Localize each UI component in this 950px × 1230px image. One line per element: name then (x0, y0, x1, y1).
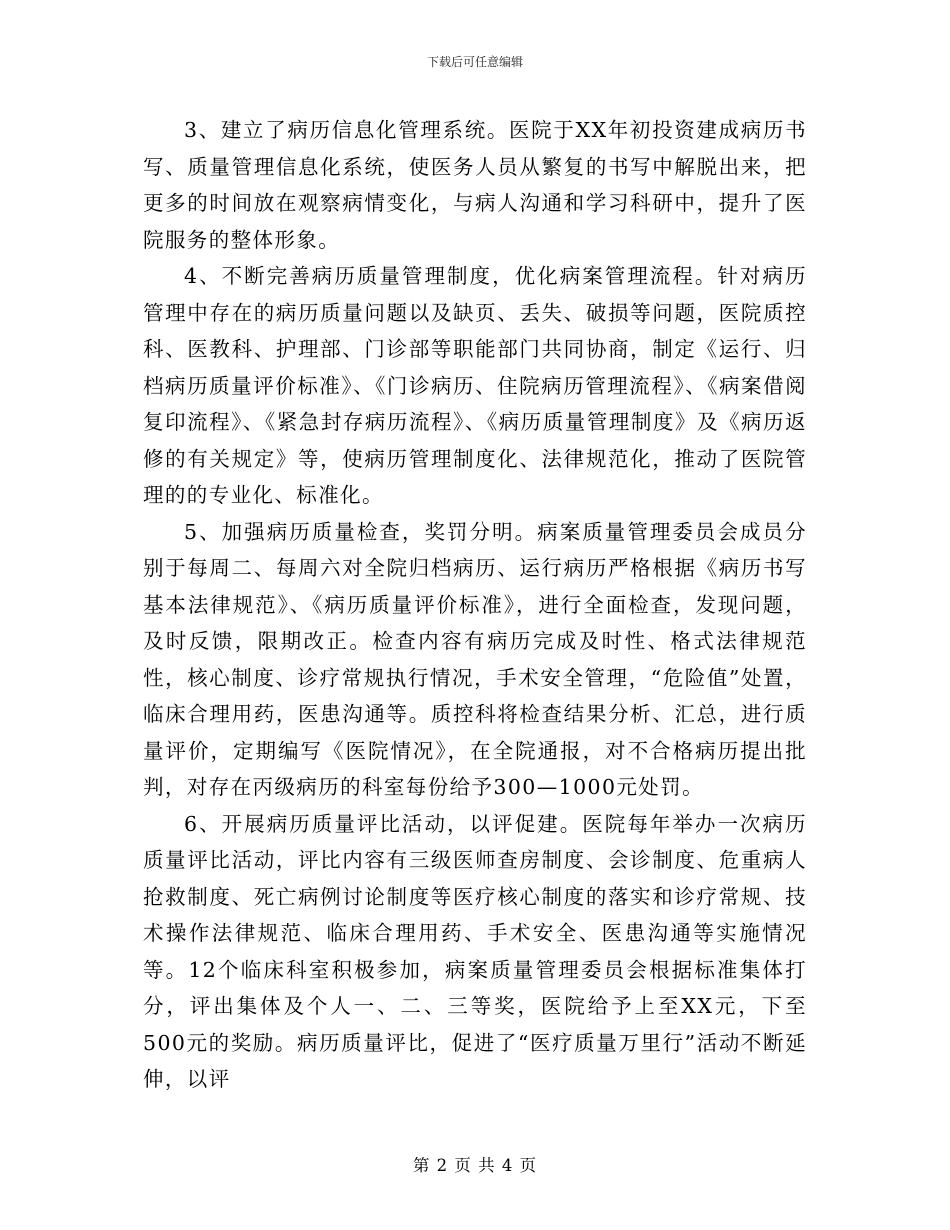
page-footer-number: 第 2 页 共 4 页 (412, 1156, 538, 1175)
paragraph-item-3: 3、建立了病历信息化管理系统。医院于XX年初投资建成病历书写、质量管理信息化系统，使医务人员从繁复的书写中解脱出来，把更多的时间放在观察病情变化，与病人沟通和学习科研中，提升了医院服务的整体形象。 (143, 118, 807, 252)
paragraph-item-5: 5、加强病历质量检查，奖罚分明。病案质量管理委员会成员分别于每周二、每周六对全院归档病历、运行病历严格根据《病历书写基本法律规范》、《病历质量评价标准》，进行全面检查，发现问题，及时反馈，限期改正。检查内容有病历完成及时性、格式法律规范性，核心制度、诊疗常规执行情况，手术安全管理，“危险值”处置，临床合理用药，医患沟通等。质控科将检查结果分析、汇总，进行质量评价，定期编写《医院情况》，在全院通报，对不合格病历提出批判，对存在丙级病历的科室每份给予300—1000元处罚。 (143, 519, 807, 799)
paragraph-item-4: 4、不断完善病历质量管理制度，优化病案管理流程。针对病历管理中存在的病历质量问题以及缺页、丢失、破损等问题，医院质控科、医教科、护理部、门诊部等职能部门共同协商，制定《运行、归档病历质量评价标准》、《门诊病历、住院病历管理流程》、《病案借阅复印流程》、《紧急封存病历流程》、《病历质量管理制度》及《病历返修的有关规定》等，使病历管理制度化、法律规范化，推动了医院管理的的专业化、标准化。 (143, 264, 807, 507)
document-body (143, 112, 807, 1098)
paragraph-item-6: 6、开展病历质量评比活动，以评促建。医院每年举办一次病历质量评比活动，评比内容有三级医师查房制度、会诊制度、危重病人抢救制度、死亡病例讨论制度等医疗核心制度的落实和诊疗常规、技术操作法律规范、临床合理用药、手术安全、医患沟通等实施情况等。12个临床科室积极参加，病案质量管理委员会根据标准集体打分，评出集体及个人一、二、三等奖，医院给予上至XX元，下至500元的奖励。病历质量评比，促进了“医疗质量万里行”活动不断延伸，以评 (143, 811, 807, 1091)
page-header: 下载后可任意编辑 (426, 55, 523, 69)
